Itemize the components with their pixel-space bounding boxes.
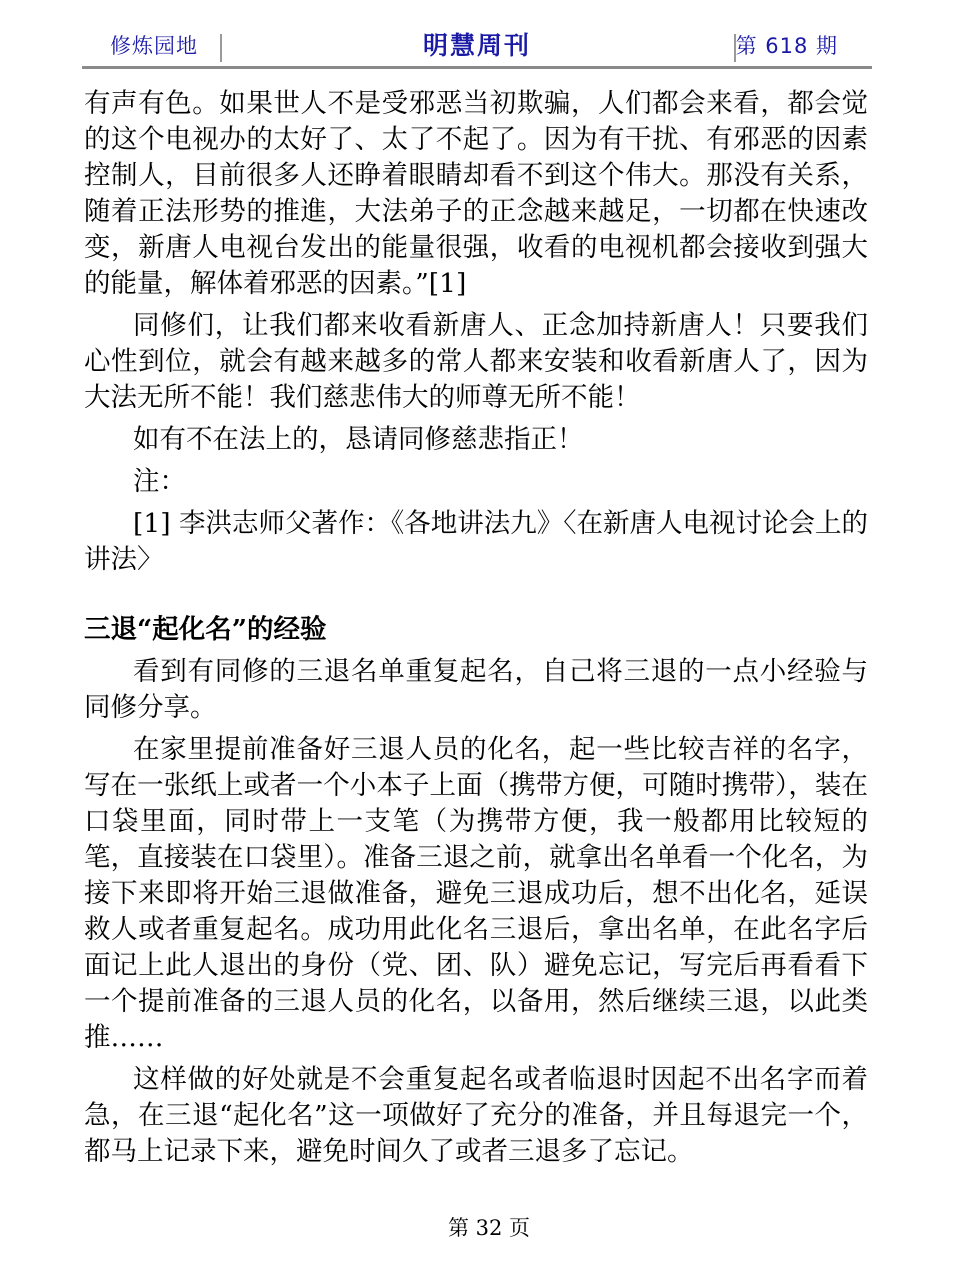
article2-paragraph-2: 在家里提前准备好三退人员的化名，起一些比较吉祥的名字，写在一张纸上或者一个小本子上面（携带方便，可随时携带），装在口袋里面，同时带上一支笔（为携带方便，我一般都用比较短的笔，直接装在口袋里）。准备三退之前，就拿出名单看一个化名，为接下来即将开始三退做准备，避免三退成功后，想不出化名，延误救人或者重复起名。成功用此化名三退后，拿出名单，在此名字后面记上此人退出的身份（党、团、队）避免忘记，写完后再看看下一个提前准备的三退人员的化名，以备用，然后继续三退，以此类推…… — [84, 734, 868, 1053]
page-header — [82, 26, 872, 66]
article2-paragraph-1: 看到有同修的三退名单重复起名，自己将三退的一点小经验与同修分享。 — [84, 656, 868, 723]
article2-title: 三退“起化名”的经验 — [84, 614, 327, 645]
article1-paragraph-3: 如有不在法上的，恳请同修慈悲指正！ — [133, 424, 584, 455]
header-rule — [82, 66, 872, 69]
issue-number: 第 618 期 — [735, 34, 838, 58]
article1-paragraph-2: 同修们，让我们都来收看新唐人、正念加持新唐人！只要我们心性到位，就会有越来越多的常人都来安装和收看新唐人了，因为大法无所不能！我们慈悲伟大的师尊无所不能！ — [84, 310, 868, 413]
publication-title: 明慧周刊 — [422, 31, 531, 60]
article1-paragraph-1: 有声有色。如果世人不是受邪恶当初欺骗，人们都会来看，都会觉的这个电视办的太好了、太了不起了。因为有干扰、有邪恶的因素控制人，目前很多人还睁着眼睛却看不到这个伟大。那没有关系，随着正法形势的推進，大法弟子的正念越来越足，一切都在快速改变，新唐人电视台发出的能量很强，收看的电视机都会接收到强大的能量，解体着邪恶的因素。”[1] — [84, 88, 868, 299]
page-body — [84, 86, 868, 1176]
note-label: 注： — [133, 466, 186, 497]
page-number: 第 32 页 — [447, 1216, 531, 1240]
article2-paragraph-3: 这样做的好处就是不会重复起名或者临退时因起不出名字而着急，在三退“起化名”这一项做好了充分的准备，并且每退完一个，都马上记录下来，避免时间久了或者三退多了忘记。 — [84, 1064, 868, 1167]
footnote-1: [1] 李洪志师父著作：《各地讲法九》〈在新唐人电视讨论会上的讲法〉 — [84, 508, 868, 575]
section-label: 修炼园地 — [110, 34, 198, 58]
